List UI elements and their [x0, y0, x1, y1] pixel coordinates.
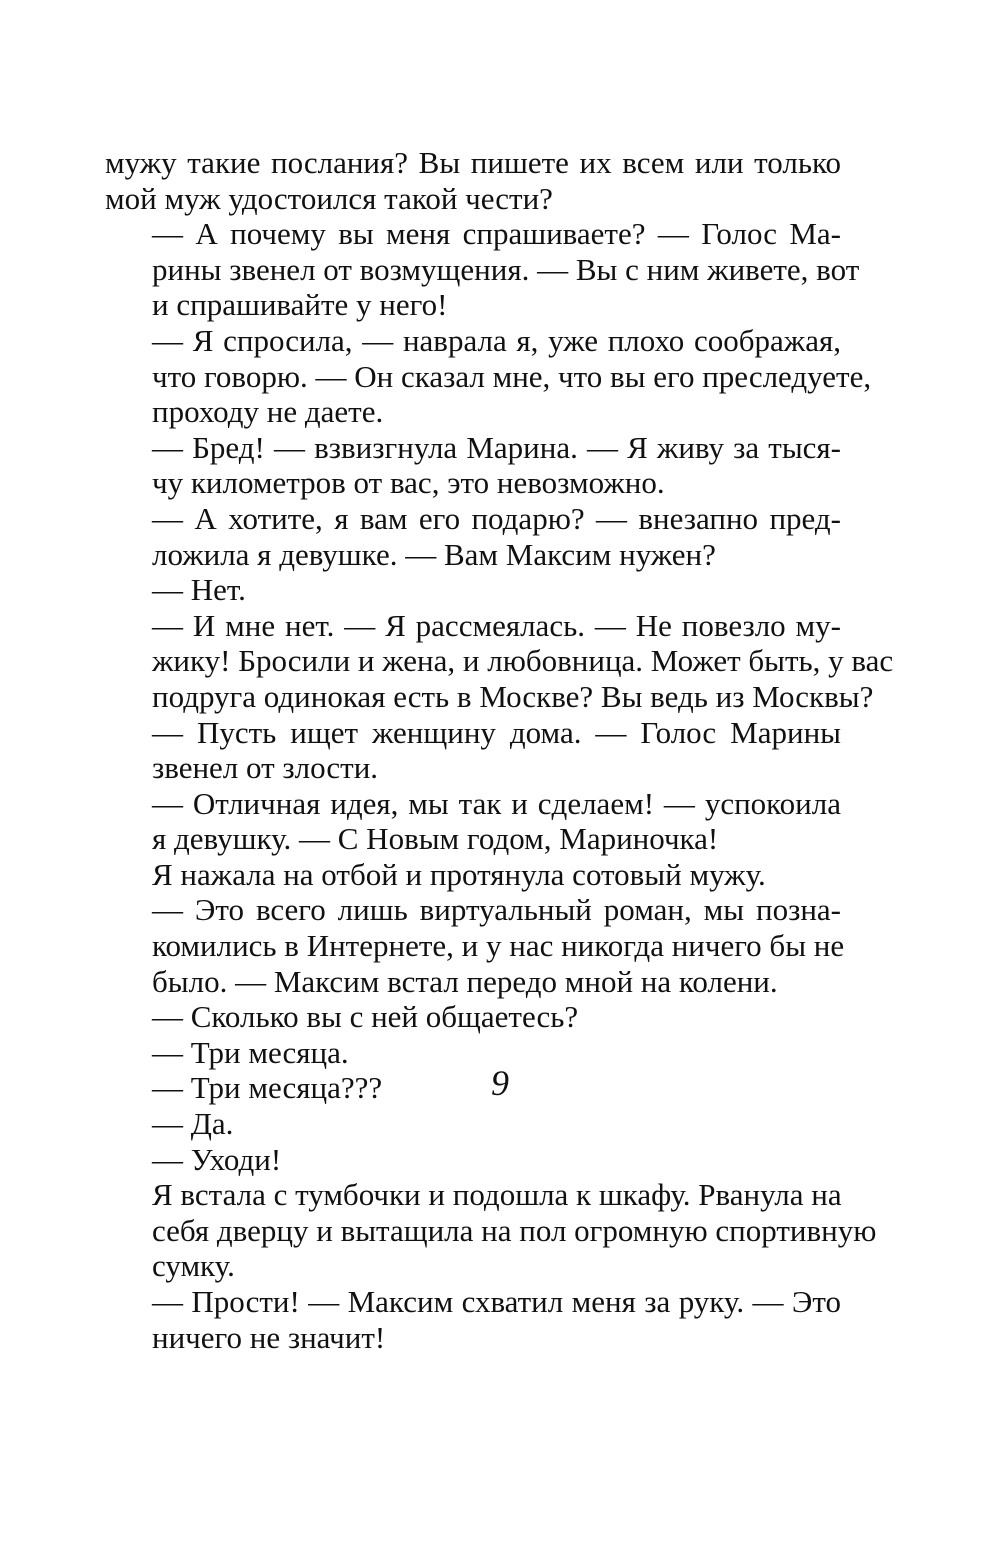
- paragraph: [105, 572, 841, 608]
- text-line: — Три месяца???: [152, 1070, 383, 1106]
- text-line: — Сколько вы с ней общаетесь?: [152, 999, 579, 1035]
- text-line: — Прости! — Максим схватил меня за руку. — Это: [152, 1284, 841, 1319]
- text-line: звенел от злости.: [152, 750, 379, 786]
- paragraph: [105, 322, 872, 430]
- paragraph: [105, 1284, 841, 1355]
- text-line: — Нет.: [152, 572, 246, 608]
- text-line: ничего не значит!: [152, 1319, 386, 1355]
- text-line: мой муж удостоился такой чести?: [105, 180, 553, 216]
- paragraph: [105, 999, 841, 1035]
- text-line: — Уходи!: [152, 1141, 282, 1177]
- text-line: себя дверцу и вытащила на пол огромную спортивную: [152, 1212, 877, 1248]
- paragraph: [105, 786, 841, 857]
- text-line: — Бред! — взвизгнула Марина. — Я живу за тыся-: [152, 429, 841, 465]
- paragraph: [105, 430, 841, 501]
- paragraph: [105, 501, 841, 572]
- paragraph: [105, 216, 860, 323]
- text-line: — Отличная идея, мы так и сделаем! — успокоила: [152, 785, 841, 821]
- text-line: Я встала с тумбочки и подошла к шкафу. Рванула на: [152, 1177, 842, 1213]
- text-line: было. — Максим встал передо мной на колени.: [152, 963, 778, 999]
- text-line: — Да.: [152, 1106, 234, 1142]
- paragraph: [105, 1177, 877, 1284]
- text-line: сумку.: [152, 1248, 235, 1284]
- paragraph: [105, 607, 894, 715]
- page-body-text: [105, 145, 894, 1355]
- text-line: и спрашивайте у него!: [152, 287, 448, 323]
- text-line: — Три месяца.: [152, 1034, 349, 1070]
- text-line: — А хотите, я вам его подарю? — внезапно пред-: [152, 500, 841, 536]
- paragraph: [105, 1106, 841, 1142]
- text-line: — Я спросила, — наврала я, уже плохо соображая,: [152, 322, 841, 358]
- paragraph: [105, 145, 841, 216]
- text-line: чу километров от вас, это невозможно.: [152, 465, 665, 501]
- text-line: — А почему вы меня спрашиваете? — Голос Ма-: [152, 216, 841, 252]
- text-line: я девушку. — С Новым годом, Мариночка!: [152, 821, 719, 857]
- text-line: — И мне нет. — Я рассмеялась. — Не повезло му-: [152, 607, 841, 643]
- text-line: жику! Бросили и жена, и любовница. Может быть, у вас: [152, 643, 894, 679]
- paragraph: [105, 715, 841, 786]
- text-line: проходу не даете.: [152, 394, 384, 430]
- text-line: ложила я девушке. — Вам Максим нужен?: [152, 536, 716, 572]
- text-line: комились в Интернете, и у нас никогда ничего бы не: [152, 928, 845, 964]
- text-line: рины звенел от возмущения. — Вы с ним живете, вот: [152, 251, 860, 287]
- paragraph: [105, 892, 845, 999]
- page-number: 9: [491, 1063, 509, 1103]
- text-line: — Пусть ищет женщину дома. — Голос Марины: [152, 714, 841, 750]
- paragraph: [105, 1142, 841, 1178]
- text-line: Я нажала на отбой и протянула сотовый мужу.: [152, 856, 766, 892]
- paragraph: [105, 857, 841, 893]
- text-line: что говорю. — Он сказал мне, что вы его преследуете,: [152, 358, 872, 394]
- text-line: мужу такие послания? Вы пишете их всем или только: [105, 145, 841, 180]
- text-line: — Это всего лишь виртуальный роман, мы позна-: [152, 892, 841, 928]
- text-line: подруга одинокая есть в Москве? Вы ведь из Москвы?: [152, 678, 874, 714]
